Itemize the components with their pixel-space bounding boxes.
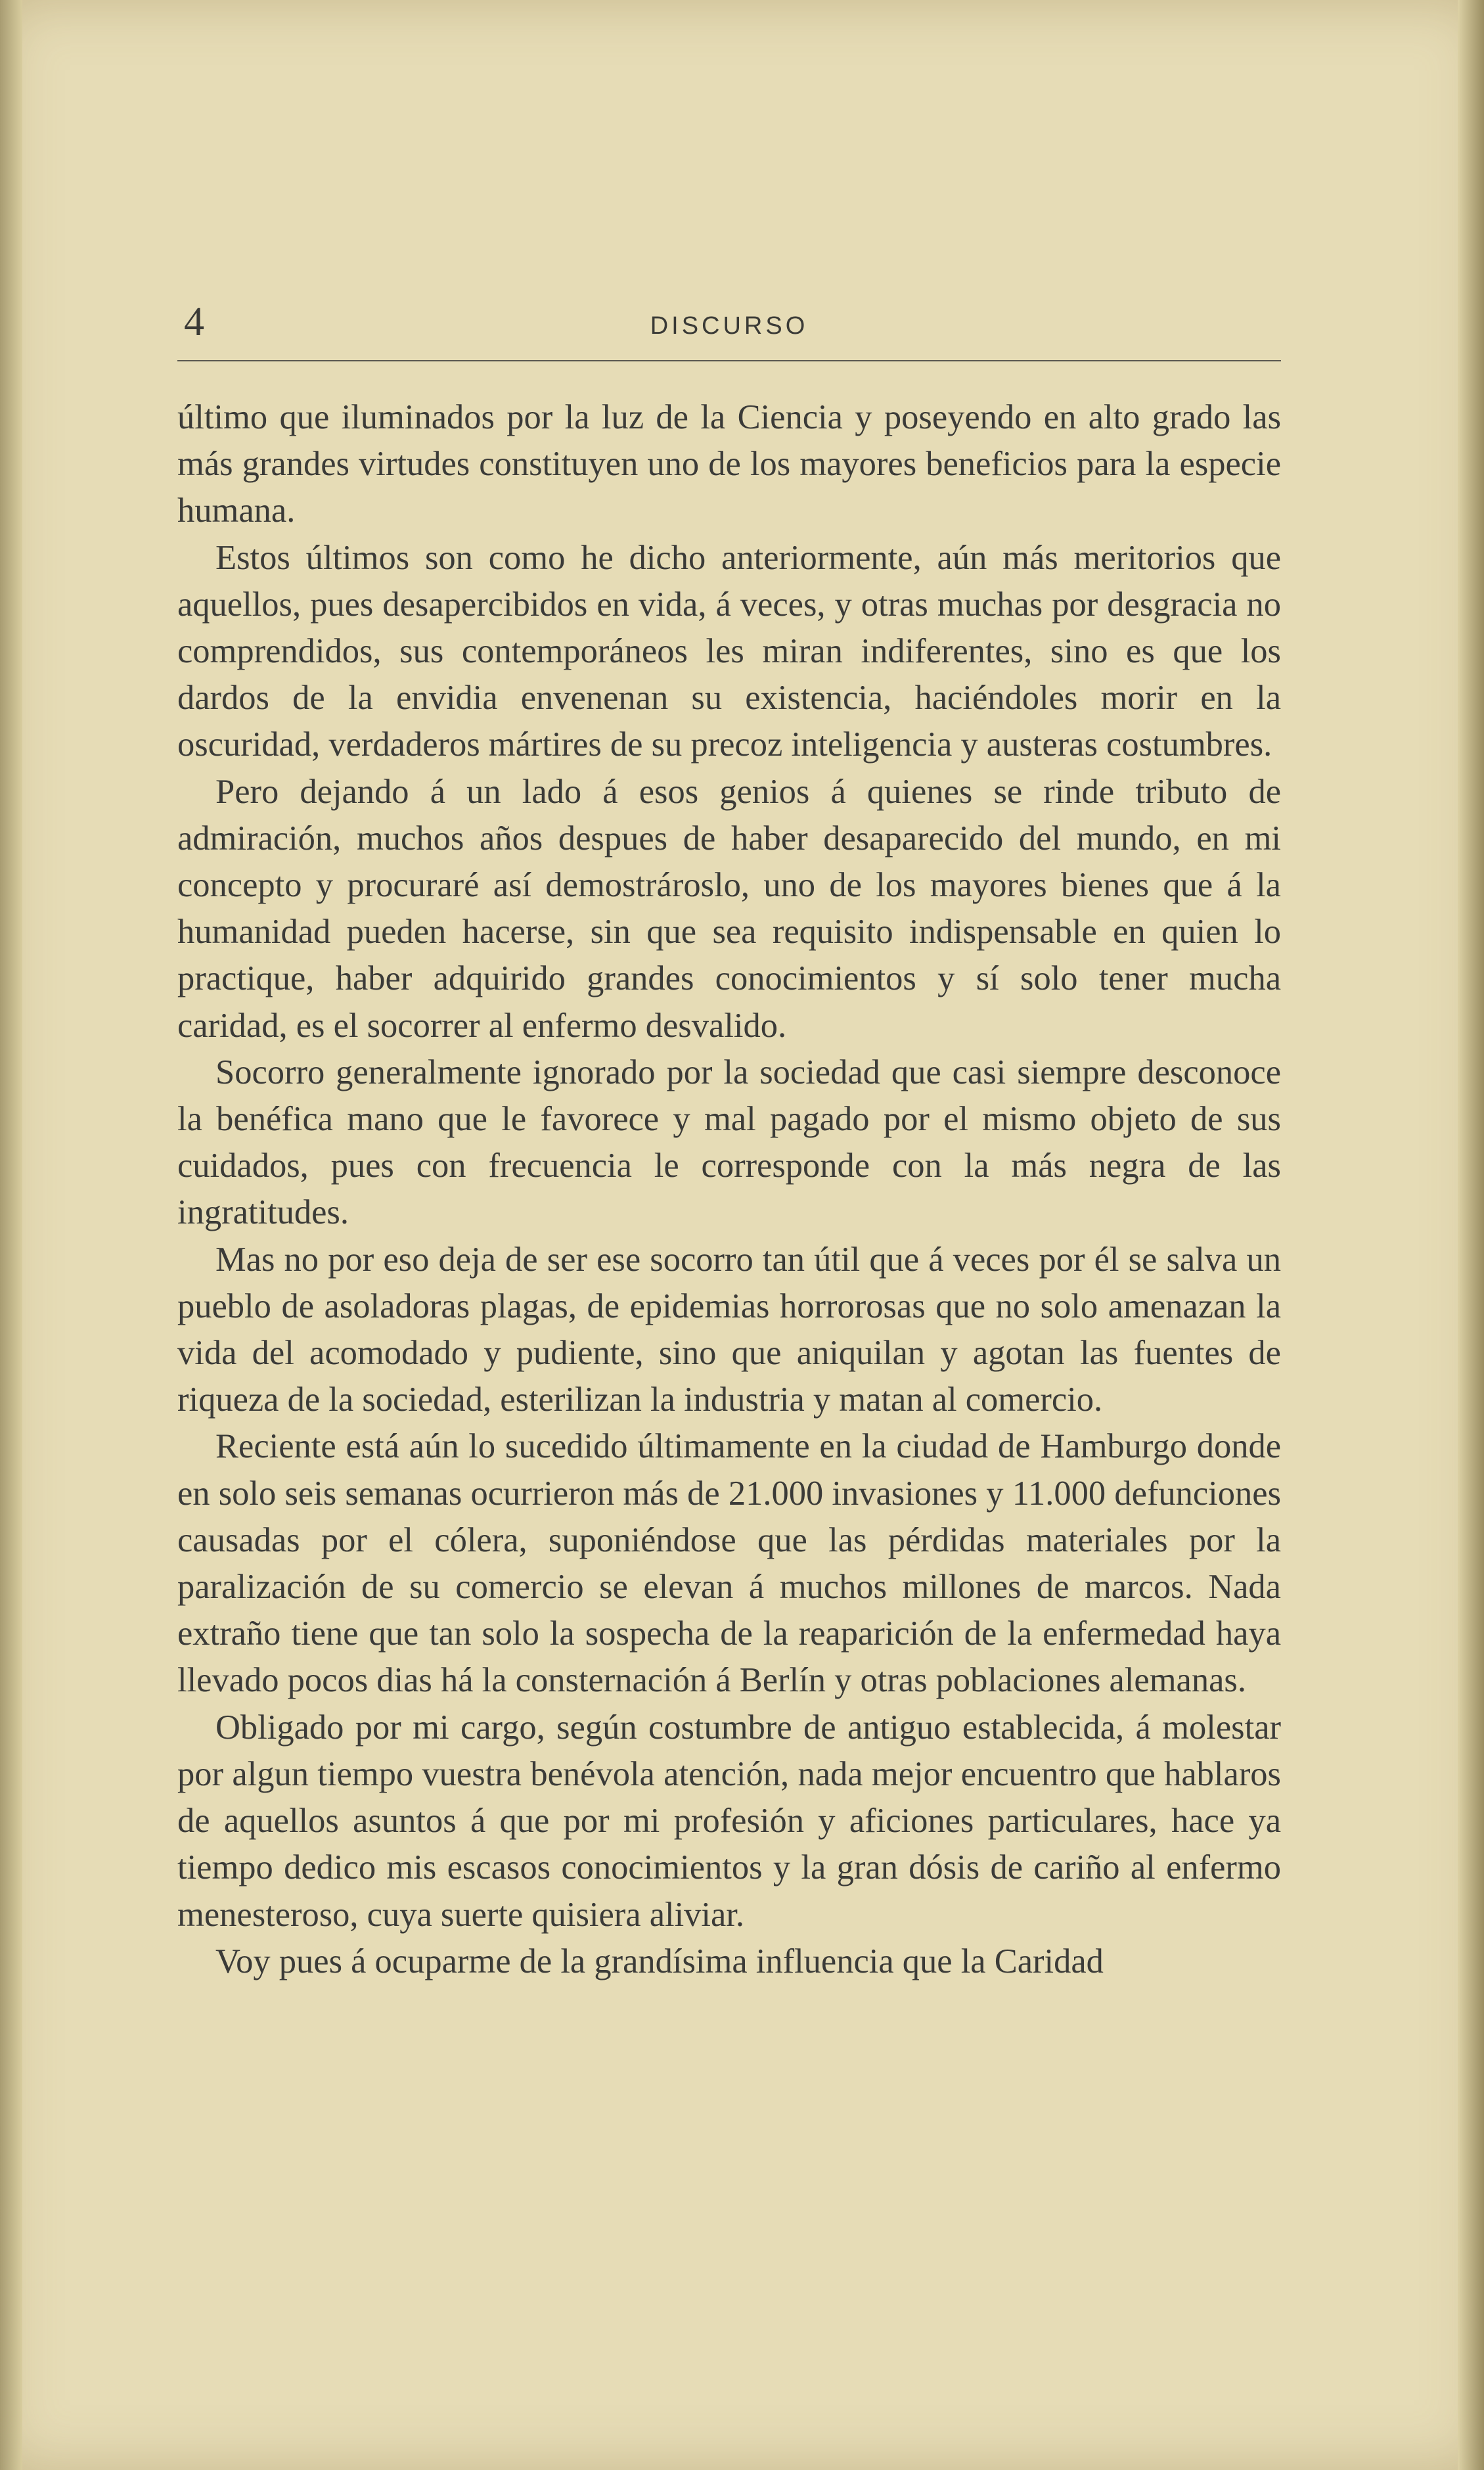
paragraph-5: Mas no por eso deja de ser ese socorro tan útil que á veces por él se salva un pueblo de asoladoras plagas, de epidemias horrorosas que no solo amenazan la vida del acomodado y pudiente, sino que aniquilan y agotan las fuentes de riqueza de la sociedad, esterilizan la industria y matan al comercio. xyxy=(177,1240,1281,1419)
page-number: 4 xyxy=(184,300,204,344)
paragraph-6: Reciente está aún lo sucedido últimamente en la ciudad de Hamburgo donde en solo seis semanas ocurrieron más de 21.000 invasiones y 11.000 defunciones causadas por el cólera, suponiéndose que las pérdidas materiales por la paralización de su comercio se elevan á muchos millones de marcos. Nada extraño tiene que tan solo la sospecha de la reaparición de la enfermedad haya llevado pocos dias há la consternación á Berlín y otras poblaciones alemanas. xyxy=(177,1427,1281,1700)
paragraph-8: Voy pues á ocuparme de la grandísima influencia que la Caridad xyxy=(215,1942,1104,1980)
body-text xyxy=(177,394,1281,1985)
paragraph-4: Socorro generalmente ignorado por la sociedad que casi siempre desconoce la benéfica mano que le favorece y mal pagado por el mismo objeto de sus cuidados, pues con frecuencia le corresponde con la más negra de las ingratitudes. xyxy=(177,1053,1281,1232)
page-left-edge xyxy=(0,0,22,2470)
paragraph-1: último que iluminados por la luz de la Ciencia y poseyendo en alto grado las más grandes virtudes constituyen uno de los mayores beneficios para la especie humana. xyxy=(177,398,1281,530)
paragraph-3: Pero dejando á un lado á esos genios á quienes se rinde tributo de admiración, muchos años despues de haber desaparecido del mundo, en mi concepto y procuraré así demostrároslo, uno de los mayores bienes que á la humanidad pueden hacerse, sin que sea requisito indispensable en quien lo practique, haber adquirido grandes conocimientos y sí solo tener mucha caridad, es el socorrer al enfermo desvalido. xyxy=(177,772,1281,1045)
page-header xyxy=(177,299,1281,352)
page-right-edge xyxy=(1458,0,1484,2470)
running-head: DISCURSO xyxy=(650,312,809,340)
paragraph-2: Estos últimos son como he dicho anteriormente, aún más meritorios que aquellos, pues desapercibidos en vida, á veces, y otras muchas por desgracia no comprendidos, sus contemporáneos les miran indiferentes, sino es que los dardos de la envidia envenenan su existencia, haciéndoles morir en la oscuridad, verdaderos mártires de su precoz inteligencia y austeras costumbres. xyxy=(177,538,1281,764)
header-rule xyxy=(177,360,1281,361)
paragraph-7: Obligado por mi cargo, según costumbre de antiguo establecida, á molestar por algun tiempo vuestra benévola atención, nada mejor encuentro que hablaros de aquellos asuntos á que por mi profesión y aficiones particulares, hace ya tiempo dedico mis escasos conocimientos y la gran dósis de cariño al enfermo menesteroso, cuya suerte quisiera aliviar. xyxy=(177,1708,1281,1934)
